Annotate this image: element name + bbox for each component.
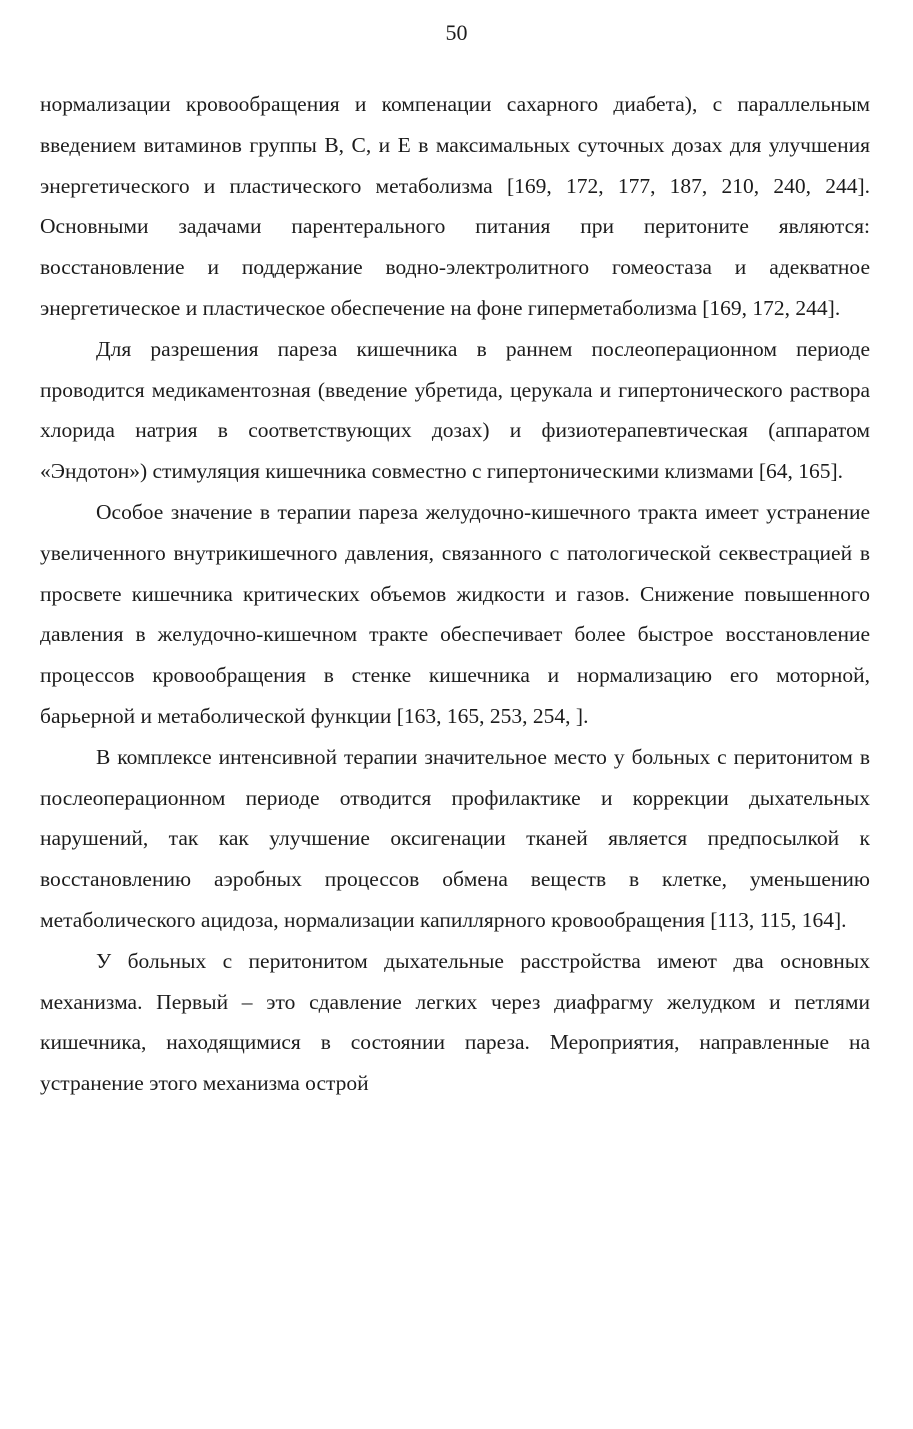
paragraph-respiratory-mechanisms: У больных с перитонитом дыхательные расстройства имеют два основных механизма. Первый – это сдавление легких через диафрагму желудком и петлями кишечника, находящимися в состоянии пареза. Мероприятия, направленные на устранение этого механизма острой [40, 948, 870, 1096]
paragraph-intestinal-paresis: Для разрешения пареза кишечника в раннем послеоперационном периоде проводится медикаментозная (введение убретида, церукала и гипертонического раствора хлорида натрия в соответствующих дозах) и физиотерапевтическая (аппаратом «Эндотон») стимуляция кишечника совместно с гипертоническими клизмами [64, 165]. [40, 336, 870, 484]
body-text [40, 84, 870, 1104]
page-number: 50 [445, 20, 468, 45]
paragraph-intraintestinal-pressure: Особое значение в терапии пареза желудочно-кишечного тракта имеет устранение увеличенного внутрикишечного давления, связанного с патологической секвестрацией в просвете кишечника критических объемов жидкости и газов. Снижение повышенного давления в желудочно-кишечном тракте обеспечивает более быстрое восстановление процессов кровообращения в стенке кишечника и нормализацию его моторной, барьерной и метаболической функции [163, 165, 253, 254, ]. [40, 499, 870, 728]
paragraph-respiratory-correction: В комплексе интенсивной терапии значительное место у больных с перитонитом в послеоперационном периоде отводится профилактике и коррекции дыхательных нарушений, так как улучшение оксигенации тканей является предпосылкой к восстановлению аэробных процессов обмена веществ в клетке, уменьшению метаболического ацидоза, нормализации капиллярного кровообращения [113, 115, 164]. [40, 744, 870, 932]
paragraph-continuation: нормализации кровообращения и компенации сахарного диабета), с параллельным введением витаминов группы В, С, и Е в максимальных суточных дозах для улучшения энергетического и пластического метаболизма [169, 172, 177, 187, 210, 240, 244]. Основными задачами парентерального питания при перитоните являются: восстановление и поддержание водно-электролитного гомеостаза и адекватное энергетическое и пластическое обеспечение на фоне гиперметаболизма [169, 172, 244]. [40, 92, 870, 320]
